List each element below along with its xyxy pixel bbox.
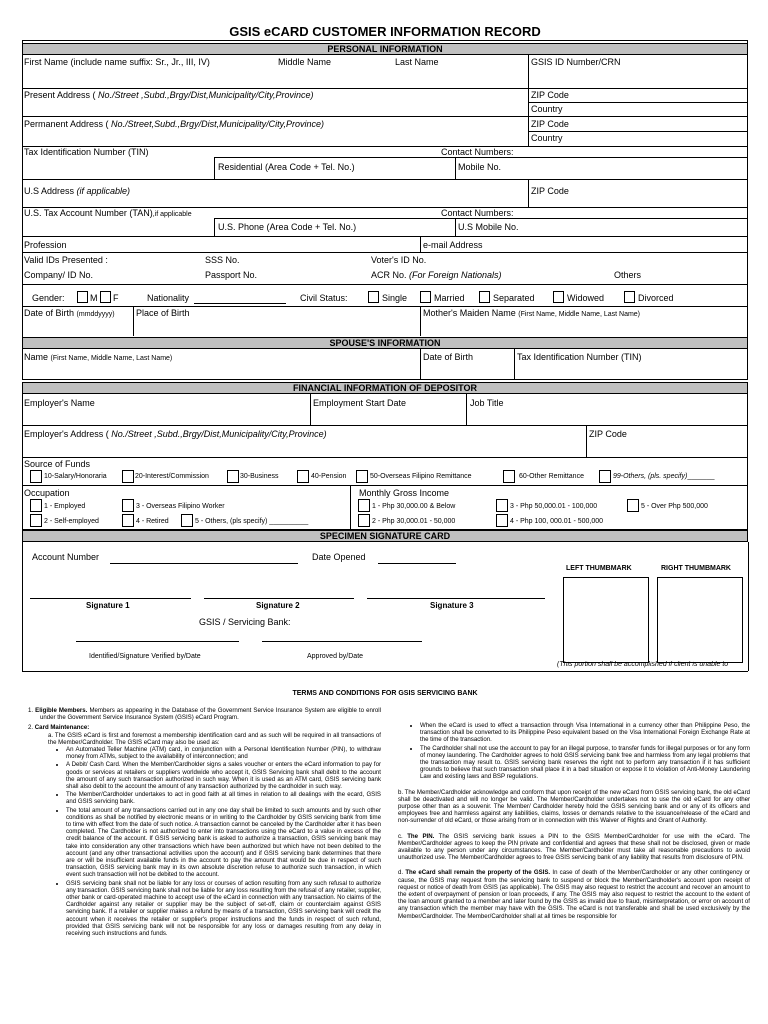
employer-zip-label: ZIP Code bbox=[589, 429, 627, 439]
left-thumbmark-label: LEFT THUMBMARK bbox=[566, 565, 632, 572]
servicing-bank-label: GSIS / Servicing Bank: bbox=[199, 617, 291, 627]
funds-30-checkbox[interactable] bbox=[227, 470, 239, 483]
occ-5-label: 5 - Others, (pls specify) __________ bbox=[195, 518, 309, 525]
pob-label: Place of Birth bbox=[136, 308, 190, 318]
zip-label-1: ZIP Code bbox=[531, 90, 569, 100]
single-checkbox[interactable] bbox=[368, 291, 379, 303]
occ-3-checkbox[interactable] bbox=[122, 499, 134, 512]
left-thumbmark-box[interactable] bbox=[563, 577, 649, 663]
funds-50-label: 50-Overseas Filipino Remittance bbox=[370, 473, 472, 480]
employment-start-label: Employment Start Date bbox=[313, 398, 407, 408]
company-id-label: Company/ ID No. bbox=[24, 270, 94, 280]
funds-99-label: 99-Others, (pls. specify)_______ bbox=[613, 473, 715, 480]
contact-numbers-label: Contact Numbers: bbox=[441, 147, 514, 157]
acr-label: ACR No. (For Foreign Nationals) bbox=[371, 270, 502, 280]
mobile-label: Mobile No. bbox=[458, 162, 502, 172]
occ-1-checkbox[interactable] bbox=[30, 499, 42, 512]
civil-status-label: Civil Status: bbox=[300, 293, 348, 303]
widowed-checkbox[interactable] bbox=[553, 291, 564, 303]
section-personal: PERSONAL INFORMATION bbox=[22, 43, 748, 55]
inc-1-checkbox[interactable] bbox=[358, 499, 370, 512]
occ-4-checkbox[interactable] bbox=[122, 514, 134, 527]
section-specimen: SPECIMEN SIGNATURE CARD bbox=[22, 530, 748, 542]
dob-label: Date of Birth (mmddyyyy) bbox=[24, 308, 115, 318]
gender-f-label: F bbox=[113, 293, 119, 303]
widowed-label: Widowed bbox=[567, 293, 605, 303]
inc-2-checkbox[interactable] bbox=[358, 514, 370, 527]
occ-4-label: 4 - Retired bbox=[136, 518, 169, 525]
us-mobile-label: U.S Mobile No. bbox=[458, 222, 519, 232]
employer-name-label: Employer's Name bbox=[24, 398, 95, 408]
signature-3-label: Signature 3 bbox=[430, 601, 474, 610]
right-thumbmark-label: RIGHT THUMBMARK bbox=[661, 565, 731, 572]
profession-label: Profession bbox=[24, 240, 67, 250]
inc-3-label: 3 - Php 50,000.01 - 100,000 bbox=[510, 503, 598, 510]
monthly-income-label: Monthly Gross Income bbox=[359, 488, 450, 498]
gender-label: Gender: bbox=[32, 293, 65, 303]
occ-2-label: 2 - Self-employed bbox=[44, 518, 99, 525]
occupation-label: Occupation bbox=[24, 488, 70, 498]
valid-ids-label: Valid IDs Presented : bbox=[24, 255, 108, 265]
inc-1-label: 1 - Php 30,000.00 & Below bbox=[372, 503, 456, 510]
funds-50-checkbox[interactable] bbox=[356, 470, 368, 483]
married-checkbox[interactable] bbox=[420, 291, 431, 303]
signature-1-label: Signature 1 bbox=[86, 601, 130, 610]
occ-5-checkbox[interactable] bbox=[181, 514, 193, 527]
divorced-label: Divorced bbox=[638, 293, 674, 303]
source-of-funds-label: Source of Funds bbox=[24, 459, 91, 469]
divorced-checkbox[interactable] bbox=[624, 291, 635, 303]
form-title: GSIS eCARD CUSTOMER INFORMATION RECORD bbox=[229, 24, 541, 39]
inc-3-checkbox[interactable] bbox=[496, 499, 508, 512]
inc-5-checkbox[interactable] bbox=[627, 499, 639, 512]
first-name-label: First Name (include name suffix: Sr., Jr., III, IV) bbox=[24, 57, 210, 67]
funds-30-label: 30-Business bbox=[240, 473, 279, 480]
us-phone-label: U.S. Phone (Area Code + Tel. No.) bbox=[218, 222, 357, 232]
permanent-address-label: Permanent Address ( No./Street,Subd.,Brgy/Dist,Municipality/City,Province) bbox=[24, 119, 324, 129]
funds-60-label: 60-Other Remittance bbox=[519, 473, 584, 480]
present-address-label: Present Address ( No./Street ,Subd.,Brgy/Dist,Municipality/City,Province) bbox=[24, 90, 314, 100]
funds-40-label: 40-Pension bbox=[311, 473, 347, 480]
us-address-label: U.S Address (if applicable) bbox=[24, 186, 131, 196]
terms-heading: TERMS AND CONDITIONS FOR GSIS SERVICING BANK bbox=[292, 690, 478, 697]
inc-2-label: 2 - Php 30,000.01 - 50,000 bbox=[372, 518, 456, 525]
married-label: Married bbox=[434, 293, 465, 303]
separated-checkbox[interactable] bbox=[479, 291, 490, 303]
voter-label: Voter's ID No. bbox=[371, 255, 427, 265]
identified-by-label: Identified/Signature Verified by/Date bbox=[89, 653, 201, 660]
funds-60-checkbox[interactable] bbox=[503, 470, 515, 483]
inc-4-label: 4 - Php 100, 000.01 - 500,000 bbox=[510, 518, 604, 525]
section-spouse: SPOUSE'S INFORMATION bbox=[22, 337, 748, 349]
gender-f-checkbox[interactable] bbox=[100, 291, 111, 303]
passport-label: Passport No. bbox=[205, 270, 258, 280]
gender-m-checkbox[interactable] bbox=[77, 291, 88, 303]
occ-3-label: 3 - Overseas Filipino Worker bbox=[136, 503, 225, 510]
residential-label: Residential (Area Code + Tel. No.) bbox=[218, 162, 355, 172]
thumbmark-note: (This portion shall be accomplished if client is unable to bbox=[557, 661, 729, 668]
right-thumbmark-box[interactable] bbox=[657, 577, 743, 663]
zip-label-3: ZIP Code bbox=[531, 186, 569, 196]
mothers-maiden-label: Mother's Maiden Name (First Name, Middle Name, Last Name) bbox=[423, 308, 641, 318]
us-tan-label: U.S. Tax Account Number (TAN),if applicable bbox=[24, 208, 192, 218]
country-label-2: Country bbox=[531, 133, 563, 143]
approved-by-label: Approved by/Date bbox=[307, 653, 364, 660]
terms-right-column: • When the eCard is used to effect a transaction through Visa International in a currency other than Philippine Peso, the transaction shall be converted to its Philippine Peso equivalent based on the Visa International Foreign Exchange Rate at the time of the transaction. • The Cardholder shall not use the account to pay for an illegal purpose, to transfer funds for illegal purposes or for any form of money laundering. The Cardholder agrees to hold GSIS servicing bank free and harmless from any legal problems that the transaction may result to. GSIS servicing bank reserves the right not to perform any transaction if it has sufficient grounds to believe that such transaction shall place it in a bad situation or expose it to violation of Anti-Money Laundering Law and existing laws and BSP regulations. b. The Member/Cardholder acknowledge and conform that upon receipt of the new eCard from GSIS servicing bank, the old eCard shall be deactivated and will no longer be valid. The Member/Cardholder undertakes not to use the old eCard for any other purpose other than as a souvenir. The Member/ Cardholder hereby hold the GSIS servicing bank and or any of its officers and employees free and harmless against any liabilities, claims, losses or demands relative to the issuance/release of the eCard and non-surrender of old eCard, or those arising from or in connection with this Waiver of Rights and Grant of Authority. c. The PIN. The GSIS servicing bank issues a PIN to the GSIS Member/Cardholder for use with the eCard. The Member/Cardholder agrees to keep the PIN private and confidential and agrees that these shall not be disclosed, given or made available to any person under any circumstances. The Member/Cardholder must take all reasonable precautions to avoid unauthorized use. The Member/Cardholder agrees to free GSIS servicing bank of any liability that results from disclosure of PIN. d. The eCard shall remain the property of the GSIS. In case of death of the Member/Cardholder or any other contingency or cause, the GSIS may request from the servicing bank to suspend or block the Member/Cardholder's account upon receipt of request or notice of death from GSIS (as applicable). The GSIS may also request to restrict the account and recover an amount to the extent of overpayment of pension or loan proceeds, if any. The GSIS may also request to restrict the account to the extent of the loan amount granted to a member and later found by the GSIS as invalid due to fraud, misinterpretation, or error on account of any transaction which the member may have with the GSIS. The eCard is not transferable and shall be used exclusively by the Member/Cardholder. The Member/Cardholder shall at all times be responsible for bbox=[398, 722, 750, 1024]
middle-name-label: Middle Name bbox=[278, 57, 332, 67]
terms-left-column: 1. Eligible Members. Members as appearing in the Database of the Government Service Insurance System are eligible to enroll under the Government Service Insurance System (GSIS) eCard Program. 2. Card Maintenance: a. The GSIS eCard is first and foremost a membership identification card and as such will be required in all transactions of the Member/Cardholder. The GSIS eCard may also be used as: • An Automated Teller Machine (ATM) card, in conjunction with a Personal Identification Number (PIN), to withdraw money from ATMs, subject to the availability of interconnection; and • A Debit/ Cash Card. When the Member/Cardholder signs a sales voucher or enters the eCard information to pay for goods or services at retailers or suppliers worldwide who accept it, GSIS Servicing bank shall debit to the account the amount of any such transaction authorized in such way. When it is used as an ATM card, GSIS servicing bank shall also debit to the account the amount of any transaction authorized by the cardholder in such way. • The Member/Cardholder undertakes to act in good faith at all times in relation to all dealings with the ecard, GSIS and GSIS servicing bank. • The total amount of any transactions carried out in any one day shall be limited to such amounts and by such other conditions as shall be notified by electronic means or in writing to the Cardholder by GSIS servicing bank from time to time with effect from the date of such notice. A transaction cannot be canceled by the Cardholder after it has been completed. The Cardholder is not authorized to enter into transactions using the eCard to a value in excess of the credit balance of the account. If GSIS servicing bank is asked to authorize a transaction, GSIS servicing bank may take into consideration any other transactions which have been authorized but which have not been debited to the account (and any other transactional activities upon the account) and if GSIS servicing bank determines that there are or will be insufficient available funds in the account to pay the amount that would be due in respect of such transaction, GSIS servicing bank may in its own absolute discretion refuse to authorize such transaction, in which event such transaction will not be debited to the account. • GSIS servicing bank shall not be liable for any loss or courses of action resulting from any such refusal to authorize any transaction. GSIS servicing bank shall not be liable for any loss resulting from the refusal of any retailer, supplier, other bank or card-operated machine to accept use of the eCard in connection with any transaction. No claims of the Cardholder against any retailer or supplier may be the subject of set-off, claim or counterclaim against GSIS servicing bank. If a retailer or supplier makes a refund by means of a transaction, GSIS servicing bank will credit the account when it receives the retailer or supplier's proper instructions and the funds in respect of such refund, provided that GSIS servicing bank will not be responsible for any loss or damages resulting from any delay in receiving such instructions and funds. bbox=[26, 707, 381, 1024]
gsis-id-label: GSIS ID Number/CRN bbox=[531, 57, 621, 67]
signature-2-label: Signature 2 bbox=[256, 601, 300, 610]
occ-2-checkbox[interactable] bbox=[30, 514, 42, 527]
spouse-dob-label: Date of Birth bbox=[423, 352, 474, 362]
date-opened-label: Date Opened bbox=[312, 552, 366, 562]
email-label: e-mail Address bbox=[423, 240, 483, 250]
inc-4-checkbox[interactable] bbox=[496, 514, 508, 527]
funds-10-checkbox[interactable] bbox=[30, 470, 42, 483]
funds-20-label: 20-Interest/Commission bbox=[135, 473, 209, 480]
spouse-tin-label: Tax Identification Number (TIN) bbox=[517, 352, 642, 362]
occ-1-label: 1 - Employed bbox=[44, 503, 86, 510]
employer-address-label: Employer's Address ( No./Street ,Subd.,Brgy/Dist,Municipality/City,Province) bbox=[24, 429, 327, 439]
single-label: Single bbox=[382, 293, 408, 303]
funds-20-checkbox[interactable] bbox=[122, 470, 134, 483]
funds-10-label: 10-Salary/Honoraria bbox=[44, 473, 107, 480]
inc-5-label: 5 - Over Php 500,000 bbox=[641, 503, 708, 510]
tin-label: Tax Identification Number (TIN) bbox=[24, 147, 149, 157]
last-name-label: Last Name bbox=[395, 57, 439, 67]
spouse-name-label: Name (First Name, Middle Name, Last Name) bbox=[24, 352, 173, 362]
zip-label-2: ZIP Code bbox=[531, 119, 569, 129]
account-number-label: Account Number bbox=[32, 552, 100, 562]
nationality-label: Nationality bbox=[147, 293, 190, 303]
section-financial: FINANCIAL INFORMATION OF DEPOSITOR bbox=[22, 382, 748, 394]
sss-label: SSS No. bbox=[205, 255, 240, 265]
country-label-1: Country bbox=[531, 104, 563, 114]
job-title-label: Job Title bbox=[470, 398, 504, 408]
contact-numbers-label-2: Contact Numbers: bbox=[441, 208, 514, 218]
funds-99-checkbox[interactable] bbox=[599, 470, 611, 483]
funds-40-checkbox[interactable] bbox=[297, 470, 309, 483]
separated-label: Separated bbox=[493, 293, 535, 303]
gender-m-label: M bbox=[90, 293, 98, 303]
others-label: Others bbox=[614, 270, 642, 280]
